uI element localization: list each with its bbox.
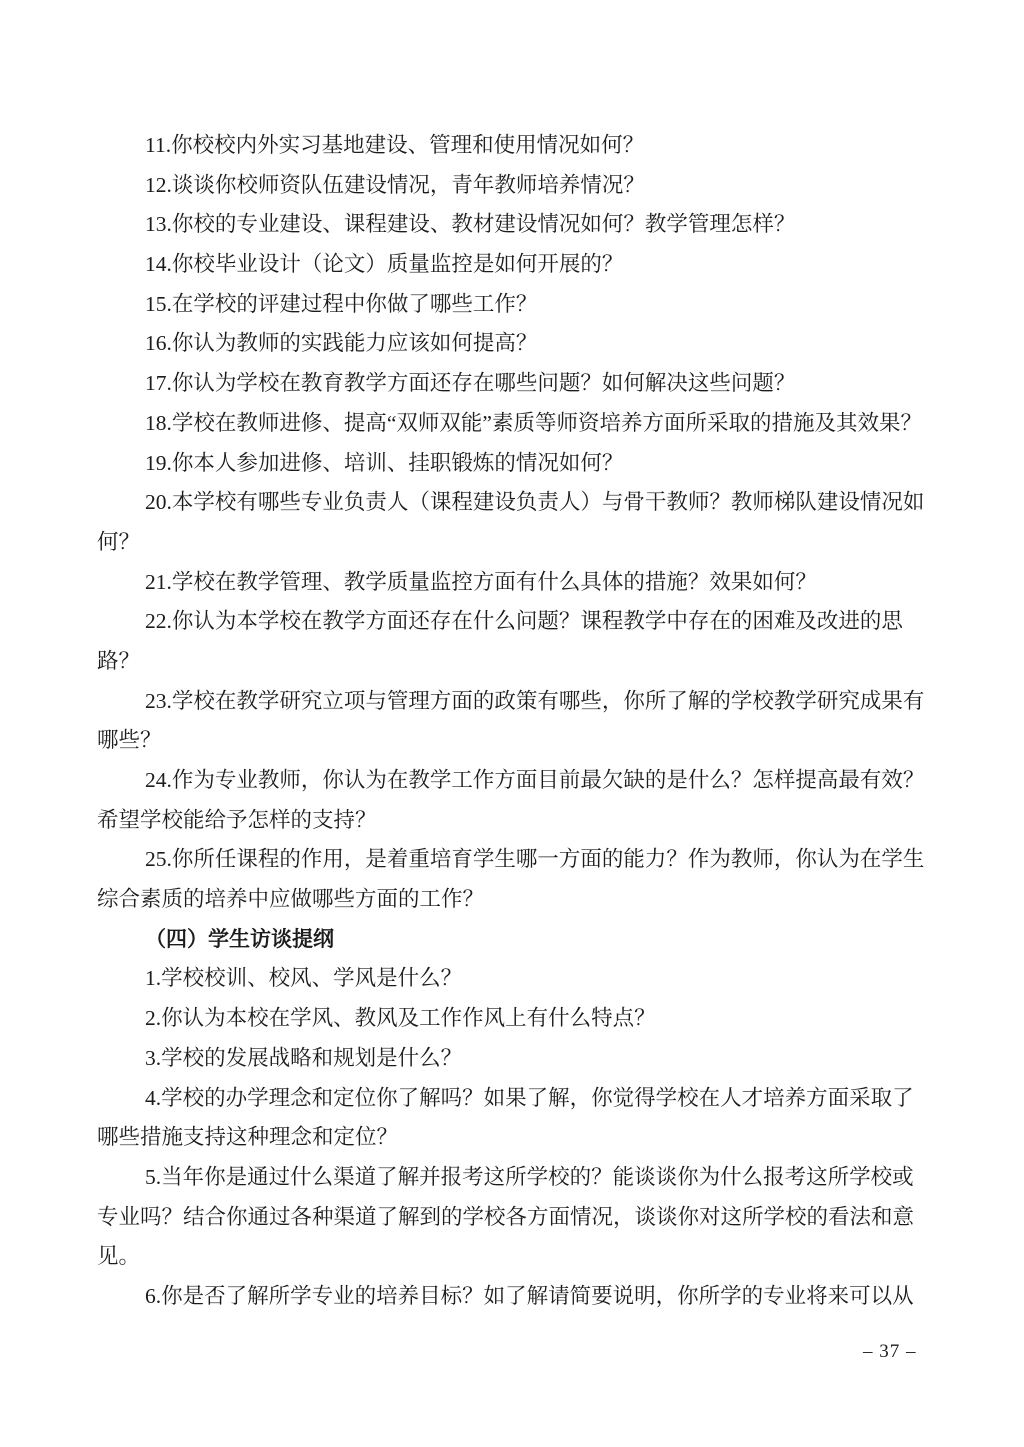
text-line: 6.你是否了解所学专业的培养目标？如了解请简要说明，你所学的专业将来可以从 [145, 1283, 914, 1308]
page-number: – 37 – [863, 1341, 917, 1362]
text-line: 13.你校的专业建设、课程建设、教材建设情况如何？教学管理怎样？ [145, 212, 796, 237]
text-line: 2.你认为本校在学风、教风及工作作风上有什么特点？ [145, 1006, 656, 1031]
document-body [97, 126, 929, 1317]
text-line: 22.你认为本学校在教学方面还存在什么问题？课程教学中存在的困难及改进的思 [145, 609, 903, 634]
text-line: 希望学校能给予怎样的支持？ [97, 807, 377, 832]
text-line: 1.学校校训、校风、学风是什么？ [145, 966, 463, 991]
text-line: 14.你校毕业设计（论文）质量监控是如何开展的？ [145, 252, 624, 277]
text-line: 哪些措施支持这种理念和定位？ [97, 1125, 399, 1150]
text-line: 19.你本人参加进修、培训、挂职锻炼的情况如何？ [145, 450, 624, 475]
text-line: 16.你认为教师的实践能力应该如何提高？ [145, 331, 538, 356]
text-line: 11.你校校内外实习基地建设、管理和使用情况如何？ [145, 133, 645, 157]
text-line: 哪些？ [97, 728, 162, 753]
text-line: 4.学校的办学理念和定位你了解吗？如果了解，你觉得学校在人才培养方面采取了 [145, 1085, 914, 1110]
text-line: 21.学校在教学管理、教学质量监控方面有什么具体的措施？效果如何？ [145, 569, 817, 594]
text-line: 12.谈谈你校师资队伍建设情况，青年教师培养情况？ [145, 172, 645, 197]
text-line: 3.学校的发展战略和规划是什么？ [145, 1045, 463, 1070]
text-line: 路？ [97, 648, 141, 673]
text-line: 23.学校在教学研究立项与管理方面的政策有哪些，你所了解的学校教学研究成果有 [145, 688, 925, 713]
text-line: 15.在学校的评建过程中你做了哪些工作？ [145, 291, 538, 316]
text-line: 5.当年你是通过什么渠道了解并报考这所学校的？能谈谈你为什么报考这所学校或 [145, 1164, 914, 1189]
text-line: 24.作为专业教师，你认为在教学工作方面目前最欠缺的是什么？怎样提高最有效？ [145, 768, 925, 792]
text-line: 18.学校在教师进修、提高“双师双能”素质等师资培养方面所采取的措施及其效果？ [145, 410, 922, 435]
text-line: 17.你认为学校在教育教学方面还存在哪些问题？如何解决这些问题？ [145, 371, 796, 396]
text-line: 25.你所任课程的作用，是着重培育学生哪一方面的能力？作为教师，你认为在学生 [145, 847, 925, 872]
text-line: 20.本学校有哪些专业负责人（课程建设负责人）与骨干教师？教师梯队建设情况如 [145, 490, 925, 515]
text-line: 专业吗？结合你通过各种渠道了解到的学校各方面情况，谈谈你对这所学校的看法和意 [97, 1204, 915, 1229]
text-line: 何？ [97, 529, 141, 554]
section-heading: （四）学生访谈提纲 [145, 927, 334, 951]
text-line: 综合素质的培养中应做哪些方面的工作？ [97, 887, 485, 912]
text-line: 见。 [97, 1244, 141, 1269]
